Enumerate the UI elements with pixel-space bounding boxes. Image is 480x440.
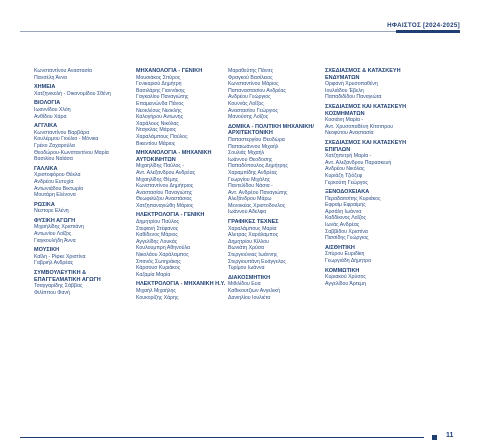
staff-name: Μιχαηλίδης Παύλος - <box>136 163 185 170</box>
department-section <box>136 281 236 301</box>
staff-column-1 <box>34 68 134 299</box>
staff-name: Αναστασίου Παναγιώτης <box>136 189 193 196</box>
staff-name: Ιωνάς Ανδρέας <box>325 222 360 229</box>
department-heading: ΗΛΕΚΤΡΟΛΟΓΙΑ - ΜΗΧΑΝΙΚΗ Η.Υ. <box>136 281 226 288</box>
staff-name: Μενοικέας Χριστοδουλος <box>228 202 286 209</box>
staff-name: Δημητρίου Παύλος <box>136 219 180 226</box>
staff-name: Κωνσταντίνου Βαρβάρα <box>34 129 90 136</box>
staff-name: Αλεξάνδρου Μάρω <box>228 196 272 203</box>
staff-name: Χαραλάμπους Παύλος <box>136 133 188 140</box>
department-heading: ΚΟΜΜΩΤΙΚΗ <box>325 267 360 274</box>
department-section <box>136 68 236 147</box>
staff-name: Μουσιάκος Σπύρος <box>136 74 181 81</box>
staff-name: Χαραλάμπους Μαρία <box>228 225 277 232</box>
staff-name: Ιωάννου Αδελφα <box>228 209 267 216</box>
staff-name: Κουλουμπρη Αθηνούλα <box>136 245 190 252</box>
header-rule <box>20 31 460 32</box>
staff-name: Τυρίμου Ιωάννα <box>228 265 265 272</box>
staff-name: Αντ. Χρυσοπαθένη Κίτσιπρου <box>325 123 393 130</box>
staff-name: Σαββίδου Χριστίνα <box>325 228 368 235</box>
department-heading: ΗΛΕΚΤΡΟΛΟΓΙΑ - ΓΕΝΙΚΗ <box>136 212 205 219</box>
staff-name: Ιωαννίδου Χλόη <box>34 106 71 113</box>
staff-name: Γρέκο Ζαχαρούλα <box>34 142 75 149</box>
staff-name: Βασιλίου Ναϊάσα <box>34 156 73 163</box>
staff-name: Μιθιλίδου Ευα <box>228 281 261 288</box>
department-heading: ΔΟΜΙΚΑ - ΠΟΛΙΤΙΚΗ ΜΗΧΑΝΙΚΗ/ΑΡΧΙΤΕΚΤΟΝΙΚΗ <box>228 123 314 137</box>
department-section <box>228 219 328 272</box>
staff-name: Ανδρέου Νικόλας <box>325 166 365 173</box>
staff-name: Χαραμπίδης Ανδρέας <box>228 169 278 176</box>
staff-name: Περαδαιτσίτης Κυριάκος <box>325 195 381 202</box>
staff-name: Χατζηπαναγιώθη Μάριος <box>136 202 194 209</box>
staff-name: Σπανός Σωτηράκης <box>136 258 181 265</box>
staff-name: Παντελίδου Νάσια - <box>228 183 273 190</box>
staff-name: Καθίδενος Μάριος <box>136 232 178 239</box>
staff-name: Χατζηπετρή Μαρία - <box>325 153 372 160</box>
staff-column-4 <box>325 68 425 290</box>
staff-name: Μιχαήλίδης Χριστιάνη <box>34 224 84 231</box>
staff-name: Πανσέλη Άννα <box>34 74 68 81</box>
staff-name: Γιαγκουλήδη Άννα <box>34 237 76 244</box>
department-heading: ΣΧΕΔΙΑΣΜΟΣ & ΚΑΤΑΣΚΕΥΗ ΕΝΔΥΜΑΤΩΝ <box>325 68 401 81</box>
staff-name: Στεργιουπάνη Ευάγγελος <box>228 258 286 265</box>
footer-square-mark <box>432 435 437 440</box>
department-heading: ΜΗΧΑΝΟΛΟΓΙΑ - ΜΗΧΑΝΙΚΗ ΑΥΤΟΚΙΝΗΤΩΝ <box>136 150 212 163</box>
staff-name: Ανδρέου Γεώργιος <box>228 94 271 101</box>
department-section <box>325 104 425 137</box>
staff-name: Κοσιάνη Μαρία - <box>325 117 364 124</box>
department-section <box>228 275 328 301</box>
department-heading: ΣΧΕΔΙΑΣΜΟΣ ΚΑΙ ΚΑΤΑΣΚΕΥΗ ΕΠΙΠΛΩΝ <box>325 139 407 153</box>
department-heading: ΦΥΣΙΚΗ ΑΓΩΓΗ <box>34 217 76 224</box>
staff-name: Γενικαριού Δημήτρη <box>136 81 182 88</box>
staff-name: Στεργιούνιας Ιωάννης <box>228 252 278 259</box>
staff-name: Μουτάρη Ελένονα <box>34 192 76 199</box>
staff-name: Ανδρέου Ευτυχία <box>34 178 74 185</box>
staff-name: Μιχαηλίδης Θέμης <box>136 176 179 183</box>
department-heading: ΓΑΛΛΙΚΑ <box>34 165 58 172</box>
department-heading: ΞΕΝΟΔΟΧΕΙΑΚΑ <box>325 189 370 196</box>
staff-name: Θεοδώρου-Κωνσταντίνου Μαρία <box>34 149 109 156</box>
department-section <box>34 247 134 267</box>
page-header <box>20 20 460 34</box>
staff-name: Γεωργιάδη Δήμητρα <box>325 258 372 265</box>
staff-name: Μαραθεύτης Πάνιτς <box>228 68 274 74</box>
staff-column-3 <box>228 68 328 304</box>
staff-name: Μανούσης Λοΐζος <box>228 114 269 121</box>
staff-name: Νικολάου Χαράλαμπος <box>136 252 189 259</box>
staff-name: Βασιλάρης Γιαννάκης <box>136 87 186 94</box>
staff-name: Γεωργίου Μιχάλης <box>228 176 271 183</box>
department-section <box>34 84 134 97</box>
staff-name: Αγγελίδου Άρτεμη <box>325 280 366 287</box>
staff-name: Κουλέρμου Γιούλιο - Μόνικα <box>34 136 99 143</box>
staff-name: Αντ. Αλεξανδρου Ανδρέας <box>136 169 196 176</box>
department-section <box>325 268 425 288</box>
staff-name: Φραγκού Βασίλειος <box>228 74 273 81</box>
department-section <box>34 166 134 199</box>
staff-name: Παπαδόπουλος Δημήτρης <box>228 163 288 170</box>
staff-name: Νεστορε Ελένη <box>34 208 69 215</box>
department-section <box>136 150 236 209</box>
department-section <box>325 140 425 186</box>
department-heading: ΔΙΑΚΟΣΜΗΤΙΚΗ <box>228 274 271 281</box>
staff-name: Στεφανή Στέφανος <box>136 225 179 232</box>
staff-name: Τσαγγαρίδης Σάββας <box>34 283 83 290</box>
staff-name: Μιχαήλ Μιχαήλης <box>136 288 176 294</box>
staff-name: Σουλιάς Μιχαήλ <box>228 150 265 157</box>
staff-name: Χριστοφόρου Θέκλα <box>34 172 81 179</box>
staff-name: Κουκορίζης Χάρης <box>136 294 179 301</box>
staff-name: Θεωφιλύζου Αναστάσιος <box>136 196 192 203</box>
staff-name: Αγγελίδης Λουκάς <box>136 238 178 245</box>
department-section <box>325 245 425 265</box>
staff-name: Επαμεινώνδα Πάνος <box>136 100 184 107</box>
staff-name: Κωνσταντίνου Δημήτριος <box>136 183 194 190</box>
staff-name: Δανιηλίου Ιουλιέτα <box>228 294 271 301</box>
department-heading: ΣΧΕΔΙΑΣΜΟΣ ΚΑΙ ΚΑΤΑΣΚΕΥΗ ΚΟΣΜΗΜΑΤΩΝ <box>325 103 407 117</box>
department-section <box>136 212 236 278</box>
staff-name: Αντωνιάδου Βικτωρία <box>34 185 84 192</box>
staff-name: Παπαστεργίου Θεοδώρα <box>228 136 285 143</box>
department-section <box>34 202 134 215</box>
staff-name: Κωνσταντίνου Μάριος <box>228 81 279 88</box>
staff-name: Βωνιάτη Χρύσα <box>228 245 265 252</box>
department-section <box>34 218 134 244</box>
department-heading: ΡΩΣΙΚΑ <box>34 201 55 208</box>
staff-name: Καζαμία Μαρία <box>136 271 171 278</box>
staff-name: Αρσάλη Ιωάννα <box>325 208 362 215</box>
department-section <box>34 270 134 296</box>
staff-name: Αντ. Αλεξανδρου Παρασκευή <box>325 159 392 166</box>
staff-name: Ανθίδου Χάρα <box>34 113 67 120</box>
staff-name: Καλογήρου Αντωνης <box>136 114 184 121</box>
staff-name: Νταγκλας Μάριος <box>136 127 177 134</box>
staff-name: Εφραίμ Εφραίμης <box>325 202 366 209</box>
footer-rule <box>20 437 424 438</box>
department-heading: ΑΓΓΛΙΚΑ <box>34 123 58 130</box>
staff-name: Κωνσταντίνου Αναστασία <box>34 68 92 74</box>
staff-name: Γαγκαλίου Παναγιώτης <box>136 94 189 101</box>
department-heading: ΓΡΑΦΙΚΕΣ ΤΕΧΝΕΣ <box>228 219 279 226</box>
department-heading: ΜΗΧΑΝΟΛΟΓΙΑ - ΓΕΝΙΚΗ <box>136 68 203 74</box>
staff-name: Ορφανή Χρυσοπαθένη <box>325 81 378 88</box>
staff-name: Αντ. Ανδρέου Παναγιώτης <box>228 189 288 196</box>
staff-name: Χατζηνικολή - Οικονομίδου Σθένη <box>34 90 111 97</box>
department-section <box>34 68 134 81</box>
department-heading: ΜΟΥΣΙΚΗ <box>34 247 60 254</box>
staff-name: Καΐλη - Ρίφκε Χριστίνα <box>34 253 86 260</box>
department-section <box>325 68 425 101</box>
staff-name: Γαβριήλ Ανδρέας <box>34 260 74 267</box>
staff-name: Παπαιωάννου Μιχαήλ <box>228 143 279 150</box>
staff-name: Καθικουτζιων Ανγελική <box>228 288 280 294</box>
staff-name: Παπαδιδίδου Παναγιώτα <box>325 94 382 101</box>
staff-name: Ιωάννου Θεοδοσης <box>228 156 273 163</box>
department-section <box>34 123 134 163</box>
staff-name: Κυριάζη Τζιόζεφ <box>325 172 363 179</box>
header-label: ΗΦΑΙΣΤΟΣ [2024-2025] <box>387 22 460 29</box>
staff-name: Δημητρίου Κίλλου <box>228 238 269 245</box>
staff-name: Καδδίκινος Λοΐζος <box>325 215 367 222</box>
staff-name: Νεοφύτου Αναστασία <box>325 130 374 137</box>
staff-name: Κυριακού Χρύσος <box>325 274 366 281</box>
department-section <box>325 189 425 242</box>
staff-name: Παπαναστασίου Ανδρέας <box>228 87 286 94</box>
staff-name: Βικεντίου Μάριος <box>136 140 176 147</box>
staff-column-2 <box>136 68 236 304</box>
department-heading: ΒΙΟΛΟΓΙΑ <box>34 100 61 107</box>
staff-name: Νεοκλέους Νεοκλής <box>136 107 182 114</box>
department-section <box>228 124 328 216</box>
department-heading: ΑΙΣΘΗΤΙΚΗ <box>325 244 355 251</box>
staff-name: Κουννάς Λοΐζος <box>228 100 264 107</box>
page-number: 11 <box>446 432 454 439</box>
staff-name: Γερκούτη Γεώργος <box>325 179 368 186</box>
department-heading: ΧΗΜΕΙΑ <box>34 84 56 91</box>
staff-name: Ιουλιάδου Έβελη <box>325 87 364 94</box>
staff-name: Πισσίδης Γεώργιος <box>325 235 369 242</box>
staff-name: Χαράλους Νικόλας <box>136 120 179 127</box>
staff-name: Κάρσουσ Κυριάκος <box>136 265 181 272</box>
department-section <box>228 68 328 121</box>
staff-name: Αλετρας Χαράλαμπος <box>228 232 279 239</box>
staff-name: Αντωνίου Λοΐζος <box>34 231 72 238</box>
department-heading: ΣΥΜΒΟΥΛΕΥΤΙΚΗ & ΕΠΑΓΓΕΛΜΑΤΙΚΗ ΑΓΩΓΗ <box>34 270 101 283</box>
header-accent-bar <box>396 30 460 33</box>
staff-name: Αναστασίου Γεώργιος <box>228 107 278 114</box>
staff-name: Σπύρου Ευριδίκη <box>325 251 365 258</box>
department-section <box>34 100 134 120</box>
staff-name: Φιλίππου Φανή <box>34 289 70 296</box>
